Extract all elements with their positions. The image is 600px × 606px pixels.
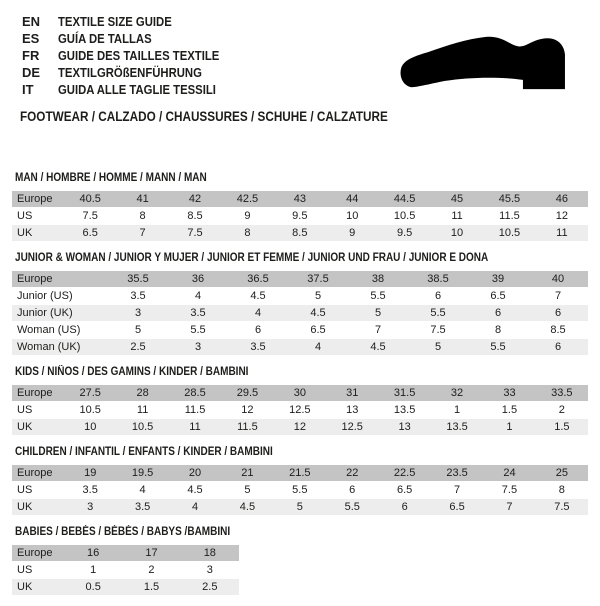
size-value: 6 (554, 341, 562, 353)
language-row (22, 64, 243, 81)
size-value: 7.5 (501, 484, 518, 496)
size-value: 2.5 (202, 581, 218, 593)
size-value: 11.5 (499, 210, 520, 222)
size-value: 7 (554, 290, 562, 302)
size-value: 6.5 (310, 324, 326, 336)
size-value: 5 (434, 341, 442, 353)
language-row (22, 81, 243, 98)
size-table-section (12, 446, 588, 516)
size-value: 31.5 (393, 387, 416, 399)
size-table (12, 465, 588, 516)
row-label: Europe (17, 547, 53, 559)
size-value: 11 (556, 227, 568, 239)
size-value: 3.5 (250, 341, 266, 353)
size-value: 5 (244, 484, 251, 496)
size-value: 7 (139, 227, 146, 239)
table-title (15, 172, 588, 185)
size-value: 1 (90, 564, 97, 576)
size-value: 5 (296, 501, 303, 513)
size-value: 16 (87, 547, 100, 559)
size-value: 40.5 (79, 193, 101, 205)
size-value: 6 (254, 324, 262, 336)
size-value: 38.5 (427, 273, 449, 285)
table-row (12, 499, 588, 516)
table-row (12, 271, 588, 288)
size-value: 29.5 (236, 387, 259, 399)
size-value: 22 (346, 467, 359, 479)
size-value: 31 (346, 387, 359, 399)
size-value: 11 (189, 421, 201, 433)
size-value: 2 (148, 564, 155, 576)
table-title-text: JUNIOR & WOMAN / JUNIOR Y MUJER / JUNIOR ET FEMME / JUNIOR UND FRAU / JUNIOR E DONA (15, 252, 489, 264)
language-label: TEXTILE SIZE GUIDE (58, 14, 172, 29)
size-value: 11.5 (237, 421, 258, 433)
size-value: 5.5 (430, 307, 446, 319)
table-row (12, 191, 588, 208)
size-value: 45.5 (498, 193, 521, 205)
size-value: 10 (346, 210, 359, 222)
size-value: 6 (554, 307, 562, 319)
language-code: ES (22, 31, 40, 46)
size-value: 10 (84, 421, 97, 433)
category-heading-text: FOOTWEAR / CALZADO / CHAUSSURES / SCHUHE / CALZATURE (20, 109, 388, 124)
size-value: 4.5 (310, 307, 326, 319)
size-value: 6.5 (490, 290, 506, 302)
size-value: 10 (450, 227, 464, 239)
size-value: 18 (203, 547, 216, 559)
size-value: 0.5 (85, 581, 101, 593)
size-value: 41 (136, 193, 149, 205)
table-row (12, 465, 588, 482)
size-value: 3.5 (82, 484, 98, 496)
row-label: US (17, 564, 33, 576)
size-value: 4 (139, 484, 146, 496)
size-value: 8 (139, 210, 146, 222)
size-value: 10.5 (79, 404, 101, 416)
size-value: 19 (84, 467, 97, 479)
size-value: 5.5 (490, 341, 506, 353)
shoe-icon (399, 31, 567, 96)
size-value: 28.5 (184, 387, 206, 399)
size-value: 36 (191, 273, 205, 285)
size-value: 9.5 (292, 210, 308, 222)
size-value: 12.5 (289, 404, 311, 416)
size-value: 20 (188, 467, 202, 479)
table-title (15, 526, 588, 539)
size-value: 4.5 (187, 484, 203, 496)
table-row (12, 579, 239, 596)
row-label: Europe (17, 387, 53, 399)
size-value: 9 (349, 227, 356, 239)
language-label: GUÍA DE TALLAS (58, 31, 152, 46)
size-value: 36.5 (247, 273, 269, 285)
size-value: 44 (346, 193, 359, 205)
language-row (22, 47, 243, 64)
size-value: 37.5 (307, 273, 329, 285)
language-code: IT (22, 82, 34, 97)
language-row (22, 30, 243, 47)
size-value: 12 (555, 210, 568, 222)
table-row (12, 482, 588, 499)
size-value: 32 (450, 387, 464, 399)
size-value: 33.5 (551, 387, 573, 399)
row-label: Woman (UK) (17, 341, 81, 353)
row-label: US (17, 484, 33, 496)
size-value: 1.5 (554, 421, 570, 433)
row-label: UK (17, 581, 33, 593)
row-label: Europe (17, 467, 53, 479)
size-value: 3 (87, 501, 94, 513)
size-value: 13 (398, 421, 411, 433)
size-table-section (12, 172, 588, 242)
row-label: UK (17, 421, 33, 433)
size-value: 11 (136, 404, 149, 416)
size-value: 3.5 (134, 501, 151, 513)
table-title-text: CHILDREN / INFANTIL / ENFANTS / KINDER / BAMBINI (15, 446, 273, 458)
table-title (15, 366, 588, 379)
language-label: TEXTILGRÖßENFÜHRUNG (58, 65, 202, 80)
size-value: 4.5 (239, 501, 256, 513)
size-value: 1 (453, 404, 461, 416)
size-value: 3 (134, 307, 142, 319)
size-value: 25 (555, 467, 568, 479)
size-value: 40 (551, 273, 565, 285)
size-table-section (12, 366, 588, 436)
size-value: 5 (134, 324, 142, 336)
size-value: 21.5 (289, 467, 311, 479)
size-tables (12, 172, 588, 606)
size-value: 30 (293, 387, 306, 399)
table-title-text: KIDS / NIÑOS / DES GAMINS / KINDER / BAMBINI (15, 366, 249, 378)
size-value: 8 (244, 227, 251, 239)
size-value: 33 (503, 387, 516, 399)
size-value: 7.5 (82, 210, 98, 222)
size-value: 5.5 (344, 501, 360, 513)
size-value: 21 (241, 467, 254, 479)
size-value: 11 (451, 210, 463, 222)
table-row (12, 339, 588, 356)
size-value: 3.5 (130, 290, 146, 302)
size-value: 12 (293, 421, 306, 433)
table-row (12, 419, 588, 436)
size-value: 23.5 (446, 467, 468, 479)
language-label: GUIDE DES TAILLES TEXTILE (58, 48, 220, 63)
size-value: 1 (506, 421, 513, 433)
size-value: 5 (314, 290, 322, 302)
size-table (12, 545, 239, 596)
size-value: 7.5 (430, 324, 446, 336)
size-value: 13.5 (446, 421, 468, 433)
size-value: 8 (558, 484, 565, 496)
row-label: Junior (UK) (17, 307, 73, 319)
size-value: 6.5 (449, 501, 465, 513)
size-value: 6 (349, 484, 356, 496)
size-value: 19.5 (131, 467, 154, 479)
row-label: US (17, 404, 33, 416)
size-value: 43 (293, 193, 306, 205)
size-value: 4 (254, 307, 262, 319)
size-value: 1.5 (501, 404, 518, 416)
table-row (12, 562, 239, 579)
size-value: 1.5 (143, 581, 160, 593)
size-value: 6.5 (82, 227, 98, 239)
size-value: 7.5 (187, 227, 203, 239)
shoe-silhouette-path (401, 37, 565, 89)
size-value: 5.5 (190, 324, 206, 336)
size-table-section (12, 252, 588, 356)
size-value: 22.5 (393, 467, 416, 479)
size-value: 4 (314, 341, 322, 353)
size-value: 42 (188, 193, 202, 205)
size-value: 8.5 (187, 210, 203, 222)
size-value: 42.5 (236, 193, 259, 205)
table-title (15, 252, 588, 265)
size-value: 12.5 (341, 421, 363, 433)
category-heading (20, 109, 443, 124)
table-row (12, 385, 588, 402)
language-row (22, 13, 243, 30)
table-title-text: BABIES / BEBÉS / BÉBÉS / BABYS /BAMBINI (15, 526, 231, 538)
size-value: 28 (136, 387, 149, 399)
language-label: GUIDA ALLE TAGLIE TESSILI (58, 82, 216, 97)
size-value: 38 (371, 273, 385, 285)
table-row (12, 322, 588, 339)
size-value: 8.5 (550, 324, 566, 336)
size-value: 10.5 (131, 421, 154, 433)
row-label: UK (17, 501, 33, 513)
language-code: EN (22, 14, 41, 29)
size-value: 9.5 (396, 227, 413, 239)
size-value: 6 (494, 307, 502, 319)
size-value: 6.5 (396, 484, 413, 496)
size-value: 13 (346, 404, 359, 416)
size-value: 4 (191, 501, 199, 513)
size-value: 4 (194, 290, 202, 302)
size-value: 7.5 (554, 501, 570, 513)
row-label: Europe (17, 273, 53, 285)
size-value: 12 (241, 404, 254, 416)
size-value: 3 (194, 341, 202, 353)
row-label: UK (17, 227, 33, 239)
size-value: 3.5 (190, 307, 206, 319)
table-row (12, 402, 588, 419)
table-row (12, 225, 588, 242)
size-value: 5.5 (292, 484, 308, 496)
table-title-text: MAN / HOMBRE / HOMME / MANN / MAN (15, 172, 207, 184)
language-code: FR (22, 48, 40, 63)
size-value: 44.5 (393, 193, 416, 205)
size-value: 3 (206, 564, 213, 576)
row-label: US (17, 210, 33, 222)
size-value: 7 (453, 484, 461, 496)
table-title (15, 446, 588, 459)
size-value: 13.5 (393, 404, 416, 416)
size-value: 4.5 (370, 341, 386, 353)
size-value: 24 (503, 467, 516, 479)
table-row (12, 305, 588, 322)
size-value: 8 (494, 324, 502, 336)
row-label: Woman (US) (17, 324, 81, 336)
size-value: 2 (558, 404, 565, 416)
size-value: 46 (555, 193, 568, 205)
row-label: Junior (US) (17, 290, 73, 302)
size-value: 9 (244, 210, 251, 222)
size-value: 8.5 (292, 227, 308, 239)
language-code: DE (22, 65, 41, 80)
size-table (12, 385, 588, 436)
size-value: 7 (506, 501, 513, 513)
size-value: 5.5 (370, 290, 386, 302)
size-value: 11.5 (184, 404, 206, 416)
size-table (12, 191, 588, 242)
size-value: 10.5 (393, 210, 416, 222)
size-value: 6 (434, 290, 442, 302)
size-value: 27.5 (79, 387, 101, 399)
size-table-section (12, 526, 588, 596)
table-row (12, 288, 588, 305)
size-value: 39 (491, 273, 505, 285)
size-value: 17 (145, 547, 158, 559)
size-table (12, 271, 588, 356)
table-row (12, 208, 588, 225)
size-value: 45 (450, 193, 464, 205)
size-value: 5 (374, 307, 382, 319)
table-row (12, 545, 239, 562)
size-value: 2.5 (130, 341, 146, 353)
row-label: Europe (17, 193, 53, 205)
size-value: 6 (401, 501, 408, 513)
size-value: 4.5 (250, 290, 266, 302)
size-value: 7 (374, 324, 382, 336)
size-value: 35.5 (127, 273, 149, 285)
language-list (22, 13, 243, 98)
size-value: 10.5 (498, 227, 521, 239)
